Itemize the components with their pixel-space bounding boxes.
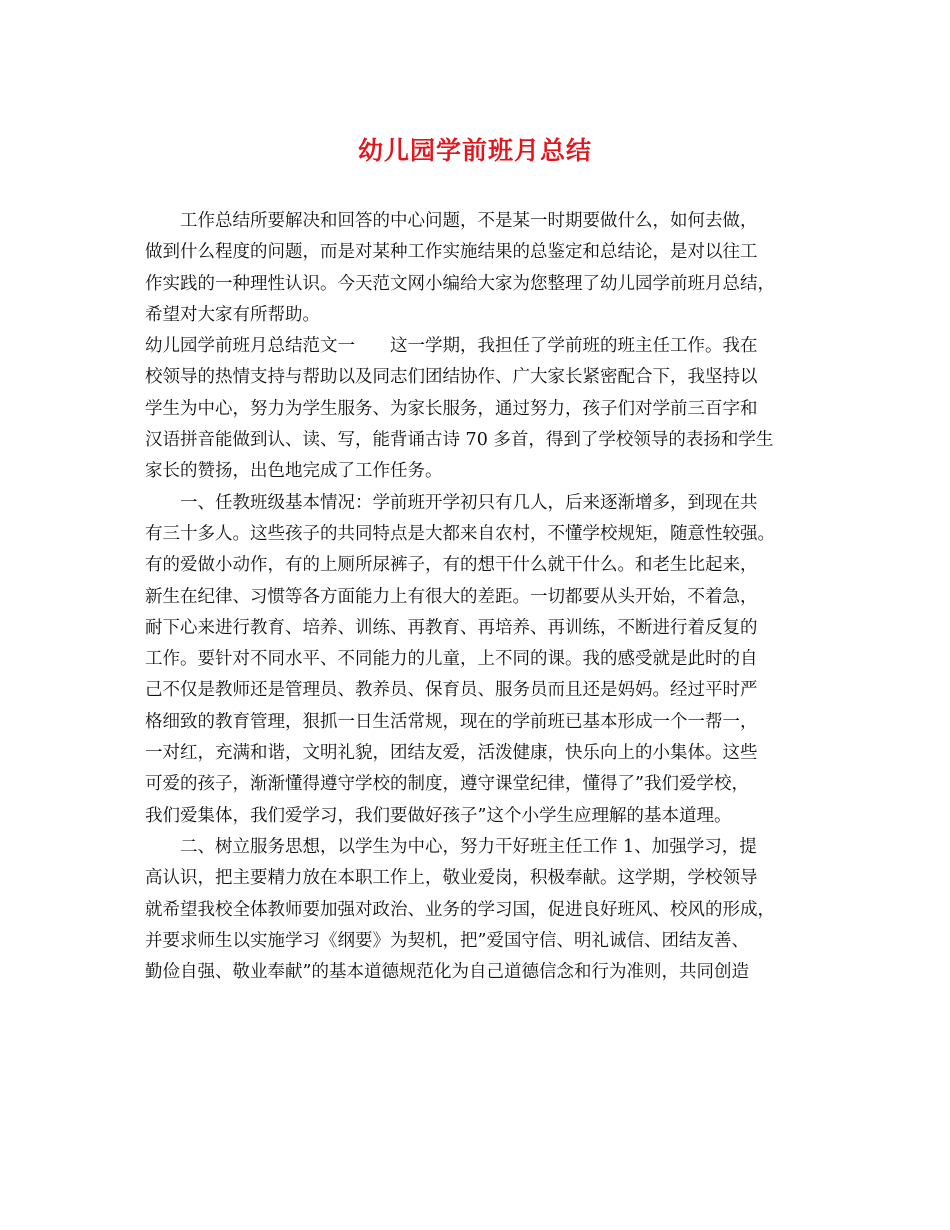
- body-line: 二、树立服务思想，以学生为中心，努力干好班主任工作 1、加强学习，提: [180, 836, 757, 857]
- body-line: 我们爱集体，我们爱学习，我们要做好孩子”这个小学生应理解的基本道理。: [145, 805, 732, 826]
- body-line: 可爱的孩子，渐渐懂得遵守学校的制度，遵守课堂纪律，懂得了”我们爱学校，: [145, 774, 749, 795]
- document-body: [145, 206, 807, 988]
- body-line: 耐下心来进行教育、培养、训练、再教育、再培养、再训练，不断进行着反复的: [145, 617, 758, 638]
- body-line: 家长的赞扬，出色地完成了工作任务。: [145, 461, 443, 482]
- body-line: 工作。要针对不同水平、不同能力的儿童，上不同的课。我的感受就是此时的自: [145, 649, 758, 670]
- body-line: 学生为中心，努力为学生服务、为家长服务，通过努力，孩子们对学前三百字和: [145, 398, 758, 419]
- body-line: 新生在纪律、习惯等各方面能力上有很大的差距。一切都要从头开始，不着急，: [145, 586, 758, 607]
- body-line: 勤俭自强、敬业奉献”的基本道德规范化为自己道德信念和行为准则，共同创造: [145, 962, 749, 983]
- document-title: 幼儿园学前班月总结: [357, 136, 592, 165]
- body-line: 作实践的一种理性认识。今天范文网小编给大家为您整理了幼儿园学前班月总结，: [145, 273, 775, 294]
- body-line: 高认识，把主要精力放在本职工作上，敬业爱岗，积极奉献。这学期，学校领导: [145, 868, 758, 889]
- body-line: 有三十多人。这些孩子的共同特点是大都来自农村，不懂学校规矩，随意性较强。: [145, 523, 775, 544]
- body-line: 汉语拼音能做到认、读、写，能背诵古诗 70 多首，得到了学校领导的表扬和学生: [145, 430, 774, 451]
- body-line: 工作总结所要解决和回答的中心问题，不是某一时期要做什么，如何去做，: [180, 211, 758, 231]
- body-line: 格细致的教育管理，狠抓一日生活常规，现在的学前班已基本形成一个一帮一，: [145, 711, 758, 732]
- body-line: 希望对大家有所帮助。: [145, 304, 320, 325]
- body-line: 一对红，充满和谐，文明礼貌，团结友爱，活泼健康，快乐向上的小集体。这些: [145, 743, 758, 764]
- body-line: 己不仅是教师还是管理员、教养员、保育员、服务员而且还是妈妈。经过平时严: [145, 680, 758, 701]
- body-line: 幼儿园学前班月总结范文一 这一学期，我担任了学前班的班主任工作。我在: [145, 336, 758, 357]
- body-line: 并要求师生以实施学习《纲要》为契机，把”爱国守信、明礼诚信、团结友善、: [145, 930, 749, 951]
- body-line: 有的爱做小动作，有的上厕所尿裤子，有的想干什么就干什么。和老生比起来，: [145, 555, 758, 576]
- body-line: 校领导的热情支持与帮助以及同志们团结协作、广大家长紧密配合下，我坚持以: [145, 367, 758, 388]
- body-line: 一、任教班级基本情况：学前班开学初只有几人，后来逐渐增多，到现在共: [180, 492, 758, 513]
- body-line: 做到什么程度的问题，而是对某种工作实施结果的总鉴定和总结论，是对以往工: [145, 242, 758, 263]
- body-line: 就希望我校全体教师要加强对政治、业务的学习国，促进良好班风、校风的形成，: [145, 899, 775, 920]
